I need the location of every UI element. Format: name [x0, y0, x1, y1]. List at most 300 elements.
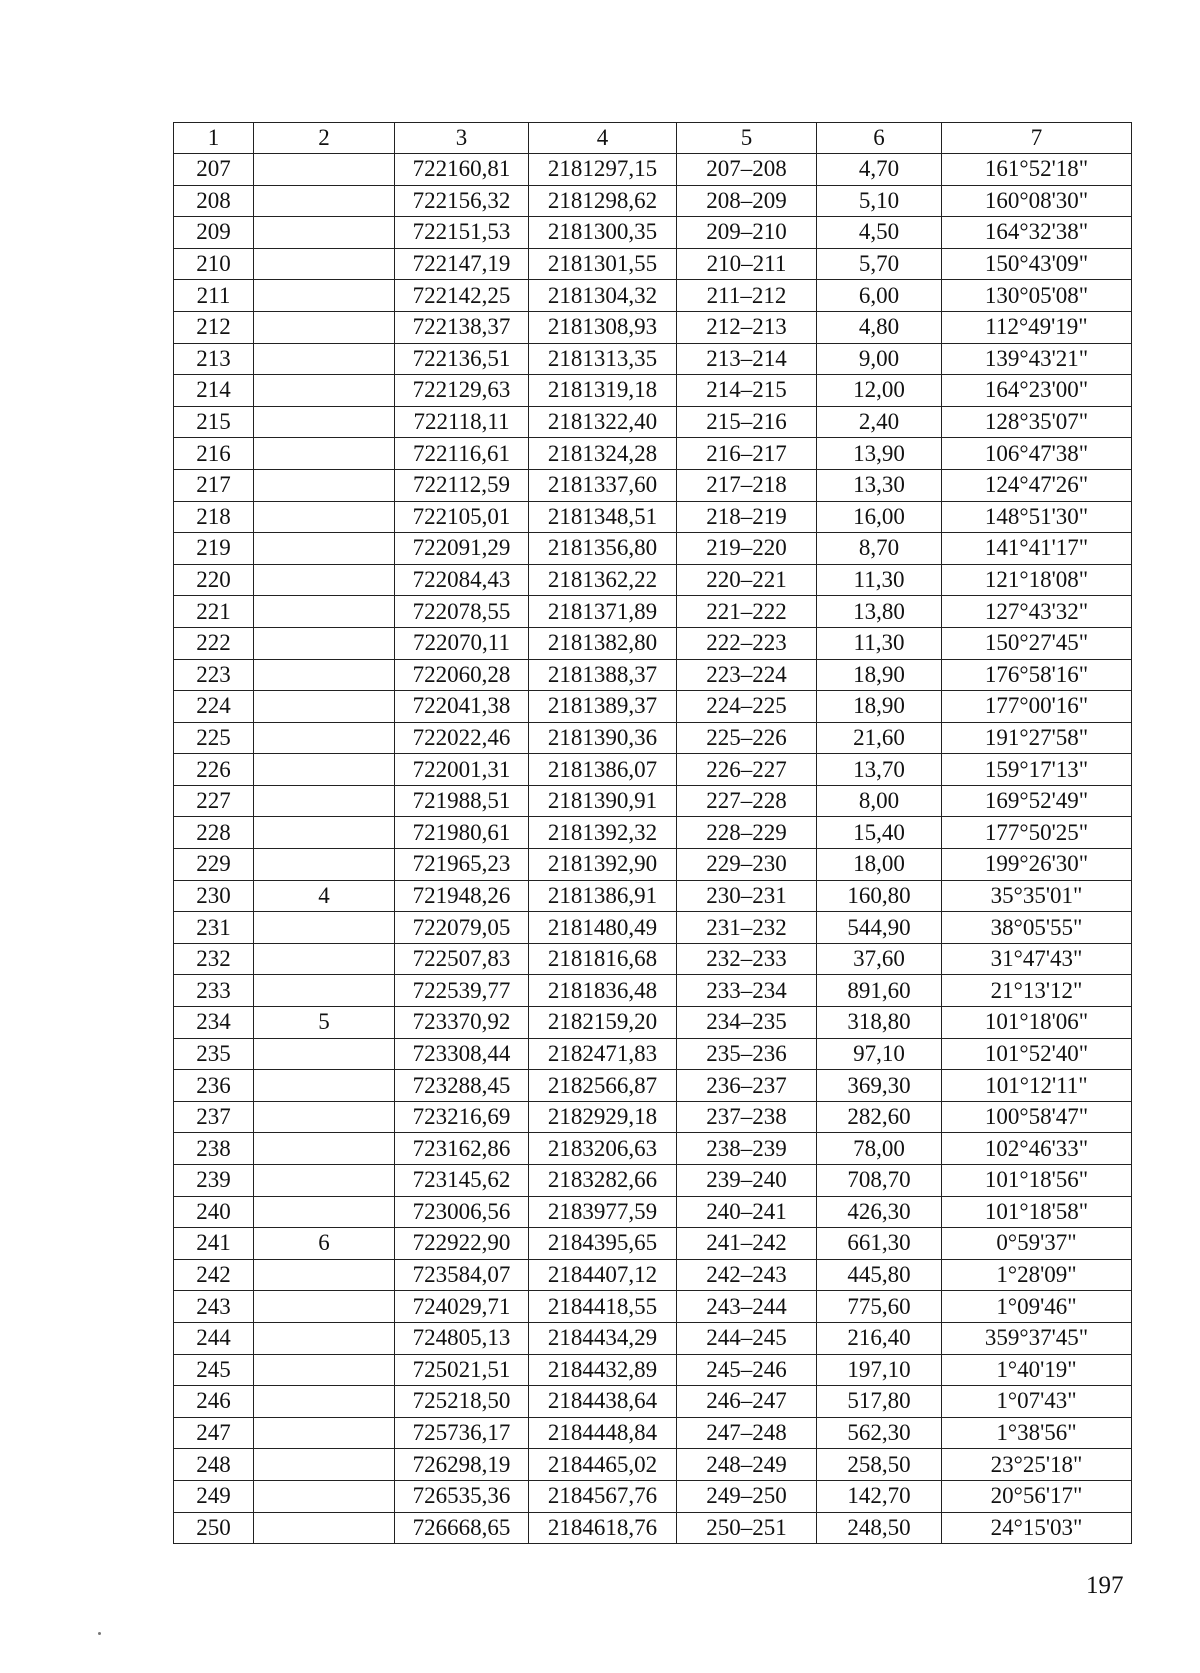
table-cell-col-7: 1°09'46": [942, 1291, 1132, 1323]
table-cell-col-4: 2181389,37: [529, 691, 677, 723]
table-cell-col-1: 244: [174, 1322, 254, 1354]
table-cell-col-7: 176°58'16": [942, 659, 1132, 691]
table-cell-col-5: 214–215: [677, 375, 817, 407]
table-cell-col-2: 5: [254, 1007, 395, 1039]
table-row: [174, 1133, 1132, 1165]
table-row: [174, 722, 1132, 754]
table-cell-col-6: 4,80: [817, 311, 942, 343]
table-cell-col-1: 227: [174, 785, 254, 817]
table-cell-col-7: 124°47'26": [942, 469, 1132, 501]
table-cell-col-3: 724805,13: [395, 1322, 529, 1354]
table-cell-col-1: 229: [174, 849, 254, 881]
table-cell-col-7: 31°47'43": [942, 943, 1132, 975]
table-cell-col-2: 4: [254, 880, 395, 912]
table-cell-col-5: 208–209: [677, 185, 817, 217]
table-cell-col-4: 2181308,93: [529, 311, 677, 343]
table-cell-col-6: 6,00: [817, 280, 942, 312]
table-cell-col-3: 722091,29: [395, 533, 529, 565]
table-cell-col-5: 231–232: [677, 912, 817, 944]
table-cell-col-2: [254, 1291, 395, 1323]
table-cell-col-3: 726298,19: [395, 1449, 529, 1481]
table-cell-col-2: [254, 1070, 395, 1102]
table-cell-col-7: 164°23'00": [942, 375, 1132, 407]
table-cell-col-4: 2184448,84: [529, 1417, 677, 1449]
table-cell-col-5: 245–246: [677, 1354, 817, 1386]
table-cell-col-1: 217: [174, 469, 254, 501]
table-row: [174, 1480, 1132, 1512]
table-cell-col-3: 721980,61: [395, 817, 529, 849]
table-cell-col-1: 228: [174, 817, 254, 849]
table-cell-col-7: 130°05'08": [942, 280, 1132, 312]
table-cell-col-6: 891,60: [817, 975, 942, 1007]
table-cell-col-3: 725021,51: [395, 1354, 529, 1386]
table-cell-col-2: [254, 596, 395, 628]
table-cell-col-3: 722105,01: [395, 501, 529, 533]
table-cell-col-6: 5,70: [817, 248, 942, 280]
table-cell-col-1: 230: [174, 880, 254, 912]
table-cell-col-4: 2181388,37: [529, 659, 677, 691]
table-cell-col-3: 722070,11: [395, 627, 529, 659]
table-cell-col-3: 722138,37: [395, 311, 529, 343]
table-cell-col-5: 216–217: [677, 438, 817, 470]
table-cell-col-1: 222: [174, 627, 254, 659]
scan-speck: [98, 1632, 101, 1635]
table-row: [174, 1512, 1132, 1544]
table-cell-col-7: 150°27'45": [942, 627, 1132, 659]
table-cell-col-4: 2183206,63: [529, 1133, 677, 1165]
table-cell-col-3: 722507,83: [395, 943, 529, 975]
table-cell-col-2: [254, 1038, 395, 1070]
table-row: [174, 1291, 1132, 1323]
table-row: [174, 817, 1132, 849]
table-cell-col-4: 2181382,80: [529, 627, 677, 659]
table-cell-col-7: 101°18'58": [942, 1196, 1132, 1228]
table-cell-col-7: 1°28'09": [942, 1259, 1132, 1291]
table-cell-col-5: 239–240: [677, 1165, 817, 1197]
table-cell-col-7: 1°40'19": [942, 1354, 1132, 1386]
table-cell-col-5: 225–226: [677, 722, 817, 754]
table-cell-col-7: 20°56'17": [942, 1480, 1132, 1512]
table-row: [174, 1196, 1132, 1228]
table-cell-col-3: 722078,55: [395, 596, 529, 628]
table-cell-col-4: 2182471,83: [529, 1038, 677, 1070]
table-cell-col-7: 21°13'12": [942, 975, 1132, 1007]
table-row: [174, 754, 1132, 786]
table-cell-col-6: 160,80: [817, 880, 942, 912]
table-cell-col-1: 234: [174, 1007, 254, 1039]
table-cell-col-4: 2181304,32: [529, 280, 677, 312]
table-cell-col-2: [254, 501, 395, 533]
table-row: [174, 975, 1132, 1007]
table-cell-col-2: [254, 406, 395, 438]
table-cell-col-7: 101°12'11": [942, 1070, 1132, 1102]
table-cell-col-3: 723006,56: [395, 1196, 529, 1228]
table-cell-col-5: 232–233: [677, 943, 817, 975]
table-cell-col-3: 722022,46: [395, 722, 529, 754]
table-row: [174, 1449, 1132, 1481]
table-cell-col-5: 249–250: [677, 1480, 817, 1512]
table-cell-col-2: [254, 280, 395, 312]
table-cell-col-4: 2181371,89: [529, 596, 677, 628]
table-cell-col-3: 721988,51: [395, 785, 529, 817]
table-cell-col-5: 228–229: [677, 817, 817, 849]
table-cell-col-6: 216,40: [817, 1322, 942, 1354]
table-cell-col-7: 148°51'30": [942, 501, 1132, 533]
table-cell-col-3: 723145,62: [395, 1165, 529, 1197]
table-cell-col-6: 197,10: [817, 1354, 942, 1386]
table-cell-col-7: 127°43'32": [942, 596, 1132, 628]
table-cell-col-3: 723308,44: [395, 1038, 529, 1070]
table-cell-col-6: 544,90: [817, 912, 942, 944]
table-cell-col-2: [254, 1165, 395, 1197]
table-cell-col-3: 723216,69: [395, 1101, 529, 1133]
table-cell-col-7: 128°35'07": [942, 406, 1132, 438]
table-cell-col-1: 235: [174, 1038, 254, 1070]
table-cell-col-4: 2181390,91: [529, 785, 677, 817]
table-cell-col-2: [254, 1196, 395, 1228]
table-cell-col-5: 222–223: [677, 627, 817, 659]
table-cell-col-5: 248–249: [677, 1449, 817, 1481]
table-cell-col-4: 2184465,02: [529, 1449, 677, 1481]
table-cell-col-2: [254, 1386, 395, 1418]
table-cell-col-6: 258,50: [817, 1449, 942, 1481]
table-cell-col-5: 234–235: [677, 1007, 817, 1039]
table-cell-col-7: 150°43'09": [942, 248, 1132, 280]
table-cell-col-4: 2181392,32: [529, 817, 677, 849]
column-header-2: 2: [254, 123, 395, 154]
table-row: [174, 691, 1132, 723]
table-cell-col-3: 724029,71: [395, 1291, 529, 1323]
table-cell-col-2: [254, 1449, 395, 1481]
table-cell-col-1: 246: [174, 1386, 254, 1418]
table-row: [174, 280, 1132, 312]
table-cell-col-7: 102°46'33": [942, 1133, 1132, 1165]
table-cell-col-3: 722147,19: [395, 248, 529, 280]
table-cell-col-4: 2181836,48: [529, 975, 677, 1007]
table-cell-col-7: 101°52'40": [942, 1038, 1132, 1070]
table-cell-col-3: 723370,92: [395, 1007, 529, 1039]
table-cell-col-7: 199°26'30": [942, 849, 1132, 881]
table-cell-col-1: 223: [174, 659, 254, 691]
table-cell-col-6: 12,00: [817, 375, 942, 407]
table-row: [174, 1417, 1132, 1449]
table-cell-col-5: 223–224: [677, 659, 817, 691]
table-cell-col-7: 100°58'47": [942, 1101, 1132, 1133]
table-cell-col-2: [254, 1480, 395, 1512]
table-cell-col-7: 191°27'58": [942, 722, 1132, 754]
table-cell-col-1: 213: [174, 343, 254, 375]
table-cell-col-3: 722922,90: [395, 1228, 529, 1260]
table-cell-col-4: 2181362,22: [529, 564, 677, 596]
table-cell-col-1: 216: [174, 438, 254, 470]
table-cell-col-3: 722156,32: [395, 185, 529, 217]
table-cell-col-7: 112°49'19": [942, 311, 1132, 343]
table-row: [174, 1228, 1132, 1260]
table-cell-col-1: 212: [174, 311, 254, 343]
table-row: [174, 375, 1132, 407]
table-cell-col-4: 2184407,12: [529, 1259, 677, 1291]
table-cell-col-2: [254, 1417, 395, 1449]
table-cell-col-6: 13,30: [817, 469, 942, 501]
column-header-3: 3: [395, 123, 529, 154]
table-cell-col-3: 722136,51: [395, 343, 529, 375]
table-cell-col-3: 722041,38: [395, 691, 529, 723]
table-cell-col-5: 218–219: [677, 501, 817, 533]
table-cell-col-7: 141°41'17": [942, 533, 1132, 565]
table-cell-col-7: 160°08'30": [942, 185, 1132, 217]
table-cell-col-6: 13,90: [817, 438, 942, 470]
table-row: [174, 1038, 1132, 1070]
table-cell-col-1: 241: [174, 1228, 254, 1260]
table-cell-col-3: 722001,31: [395, 754, 529, 786]
table-row: [174, 1386, 1132, 1418]
table-cell-col-5: 224–225: [677, 691, 817, 723]
table-cell-col-2: [254, 912, 395, 944]
table-cell-col-7: 101°18'56": [942, 1165, 1132, 1197]
table-cell-col-5: 207–208: [677, 154, 817, 186]
table-cell-col-6: 97,10: [817, 1038, 942, 1070]
table-cell-col-3: 722060,28: [395, 659, 529, 691]
table-cell-col-3: 722129,63: [395, 375, 529, 407]
table-cell-col-2: [254, 438, 395, 470]
table-row: [174, 912, 1132, 944]
table-cell-col-6: 445,80: [817, 1259, 942, 1291]
table-cell-col-4: 2181337,60: [529, 469, 677, 501]
table-cell-col-2: [254, 469, 395, 501]
table-cell-col-4: 2181301,55: [529, 248, 677, 280]
table-cell-col-2: [254, 217, 395, 249]
table-cell-col-3: 723162,86: [395, 1133, 529, 1165]
table-cell-col-4: 2184438,64: [529, 1386, 677, 1418]
table-cell-col-4: 2183282,66: [529, 1165, 677, 1197]
table-cell-col-2: [254, 564, 395, 596]
table-cell-col-5: 215–216: [677, 406, 817, 438]
table-cell-col-1: 233: [174, 975, 254, 1007]
table-cell-col-6: 661,30: [817, 1228, 942, 1260]
table-cell-col-1: 220: [174, 564, 254, 596]
table-cell-col-6: 248,50: [817, 1512, 942, 1544]
table-cell-col-4: 2184418,55: [529, 1291, 677, 1323]
table-cell-col-5: 212–213: [677, 311, 817, 343]
table-cell-col-4: 2181319,18: [529, 375, 677, 407]
table-cell-col-5: 233–234: [677, 975, 817, 1007]
column-header-6: 6: [817, 123, 942, 154]
table-row: [174, 849, 1132, 881]
table-cell-col-1: 207: [174, 154, 254, 186]
table-cell-col-6: 16,00: [817, 501, 942, 533]
table-cell-col-2: [254, 1354, 395, 1386]
table-cell-col-3: 722160,81: [395, 154, 529, 186]
table-cell-col-7: 35°35'01": [942, 880, 1132, 912]
table-cell-col-1: 215: [174, 406, 254, 438]
table-cell-col-1: 236: [174, 1070, 254, 1102]
table-cell-col-6: 2,40: [817, 406, 942, 438]
table-cell-col-7: 177°00'16": [942, 691, 1132, 723]
table-cell-col-1: 239: [174, 1165, 254, 1197]
table-row: [174, 438, 1132, 470]
table-cell-col-3: 722079,05: [395, 912, 529, 944]
table-cell-col-2: [254, 754, 395, 786]
table-cell-col-6: 11,30: [817, 564, 942, 596]
column-header-4: 4: [529, 123, 677, 154]
table-cell-col-6: 562,30: [817, 1417, 942, 1449]
table-cell-col-3: 725218,50: [395, 1386, 529, 1418]
table-cell-col-1: 208: [174, 185, 254, 217]
table-cell-col-5: 243–244: [677, 1291, 817, 1323]
table-row: [174, 1070, 1132, 1102]
table-cell-col-5: 246–247: [677, 1386, 817, 1418]
table-row: [174, 469, 1132, 501]
table-cell-col-2: [254, 343, 395, 375]
table-cell-col-1: 242: [174, 1259, 254, 1291]
table-cell-col-2: [254, 943, 395, 975]
table-row: [174, 1322, 1132, 1354]
table-cell-col-4: 2181322,40: [529, 406, 677, 438]
table-cell-col-4: 2184395,65: [529, 1228, 677, 1260]
table-cell-col-2: [254, 691, 395, 723]
table-cell-col-3: 722112,59: [395, 469, 529, 501]
table-row: [174, 943, 1132, 975]
table-cell-col-3: 721948,26: [395, 880, 529, 912]
table-cell-col-5: 211–212: [677, 280, 817, 312]
table-cell-col-1: 248: [174, 1449, 254, 1481]
table-cell-col-1: 218: [174, 501, 254, 533]
table-cell-col-5: 238–239: [677, 1133, 817, 1165]
table-cell-col-2: [254, 817, 395, 849]
table-cell-col-2: [254, 659, 395, 691]
table-row: [174, 785, 1132, 817]
table-cell-col-4: 2181300,35: [529, 217, 677, 249]
table-cell-col-5: 226–227: [677, 754, 817, 786]
table-cell-col-3: 725736,17: [395, 1417, 529, 1449]
table-cell-col-1: 247: [174, 1417, 254, 1449]
table-cell-col-6: 37,60: [817, 943, 942, 975]
table-cell-col-3: 722539,77: [395, 975, 529, 1007]
table-cell-col-1: 237: [174, 1101, 254, 1133]
table-cell-col-6: 4,70: [817, 154, 942, 186]
table-cell-col-2: [254, 849, 395, 881]
table-cell-col-5: 250–251: [677, 1512, 817, 1544]
table-cell-col-2: [254, 1101, 395, 1133]
table-cell-col-6: 142,70: [817, 1480, 942, 1512]
table-cell-col-1: 225: [174, 722, 254, 754]
table-cell-col-2: [254, 1512, 395, 1544]
table-cell-col-7: 0°59'37": [942, 1228, 1132, 1260]
table-cell-col-1: 231: [174, 912, 254, 944]
table-cell-col-3: 722151,53: [395, 217, 529, 249]
table-cell-col-6: 5,10: [817, 185, 942, 217]
table-cell-col-7: 101°18'06": [942, 1007, 1132, 1039]
table-cell-col-7: 159°17'13": [942, 754, 1132, 786]
table-cell-col-5: 229–230: [677, 849, 817, 881]
table-cell-col-7: 1°07'43": [942, 1386, 1132, 1418]
table-cell-col-2: [254, 154, 395, 186]
table-cell-col-2: [254, 248, 395, 280]
table-cell-col-6: 775,60: [817, 1291, 942, 1323]
table-cell-col-6: 8,70: [817, 533, 942, 565]
table-cell-col-1: 224: [174, 691, 254, 723]
table-cell-col-7: 169°52'49": [942, 785, 1132, 817]
table-cell-col-3: 722116,61: [395, 438, 529, 470]
table-cell-col-5: 210–211: [677, 248, 817, 280]
table-cell-col-3: 723288,45: [395, 1070, 529, 1102]
table-cell-col-7: 177°50'25": [942, 817, 1132, 849]
table-cell-col-5: 244–245: [677, 1322, 817, 1354]
table-cell-col-7: 121°18'08": [942, 564, 1132, 596]
page-number: 197: [1086, 1572, 1124, 1599]
table-row: [174, 1259, 1132, 1291]
table-cell-col-1: 226: [174, 754, 254, 786]
table-row: [174, 1007, 1132, 1039]
table-cell-col-2: [254, 1322, 395, 1354]
table-cell-col-5: 241–242: [677, 1228, 817, 1260]
table-header-row: [174, 123, 1132, 154]
table-cell-col-2: [254, 1259, 395, 1291]
table-cell-col-4: 2181297,15: [529, 154, 677, 186]
table-cell-col-1: 232: [174, 943, 254, 975]
table-cell-col-6: 15,40: [817, 817, 942, 849]
table-cell-col-6: 517,80: [817, 1386, 942, 1418]
table-cell-col-3: 726668,65: [395, 1512, 529, 1544]
table-cell-col-4: 2181816,68: [529, 943, 677, 975]
table-cell-col-6: 426,30: [817, 1196, 942, 1228]
table-cell-col-4: 2181356,80: [529, 533, 677, 565]
table-cell-col-4: 2181480,49: [529, 912, 677, 944]
table-body: [174, 154, 1132, 1544]
table-cell-col-5: 240–241: [677, 1196, 817, 1228]
table-row: [174, 154, 1132, 186]
table-cell-col-4: 2184434,29: [529, 1322, 677, 1354]
table-cell-col-6: 18,90: [817, 659, 942, 691]
table-cell-col-3: 723584,07: [395, 1259, 529, 1291]
table-row: [174, 880, 1132, 912]
table-row: [174, 406, 1132, 438]
table-cell-col-2: [254, 533, 395, 565]
table-cell-col-6: 13,70: [817, 754, 942, 786]
table-cell-col-4: 2181348,51: [529, 501, 677, 533]
table-cell-col-6: 282,60: [817, 1101, 942, 1133]
coordinates-table: [173, 122, 1132, 1544]
table-row: [174, 659, 1132, 691]
table-row: [174, 343, 1132, 375]
column-header-5: 5: [677, 123, 817, 154]
table-row: [174, 627, 1132, 659]
table-cell-col-6: 18,90: [817, 691, 942, 723]
table-row: [174, 1101, 1132, 1133]
table-cell-col-2: 6: [254, 1228, 395, 1260]
table-cell-col-5: 217–218: [677, 469, 817, 501]
table-cell-col-5: 227–228: [677, 785, 817, 817]
table-cell-col-4: 2182566,87: [529, 1070, 677, 1102]
table-cell-col-5: 242–243: [677, 1259, 817, 1291]
table-row: [174, 533, 1132, 565]
table-cell-col-1: 210: [174, 248, 254, 280]
table-cell-col-4: 2181313,35: [529, 343, 677, 375]
table-cell-col-4: 2181386,91: [529, 880, 677, 912]
table-cell-col-7: 23°25'18": [942, 1449, 1132, 1481]
table-cell-col-7: 161°52'18": [942, 154, 1132, 186]
table-cell-col-6: 8,00: [817, 785, 942, 817]
table-cell-col-2: [254, 627, 395, 659]
table-cell-col-1: 219: [174, 533, 254, 565]
table-cell-col-2: [254, 1133, 395, 1165]
table-cell-col-6: 4,50: [817, 217, 942, 249]
table-cell-col-5: 235–236: [677, 1038, 817, 1070]
table-cell-col-7: 359°37'45": [942, 1322, 1132, 1354]
table-cell-col-4: 2181390,36: [529, 722, 677, 754]
table-row: [174, 501, 1132, 533]
table-cell-col-3: 722118,11: [395, 406, 529, 438]
